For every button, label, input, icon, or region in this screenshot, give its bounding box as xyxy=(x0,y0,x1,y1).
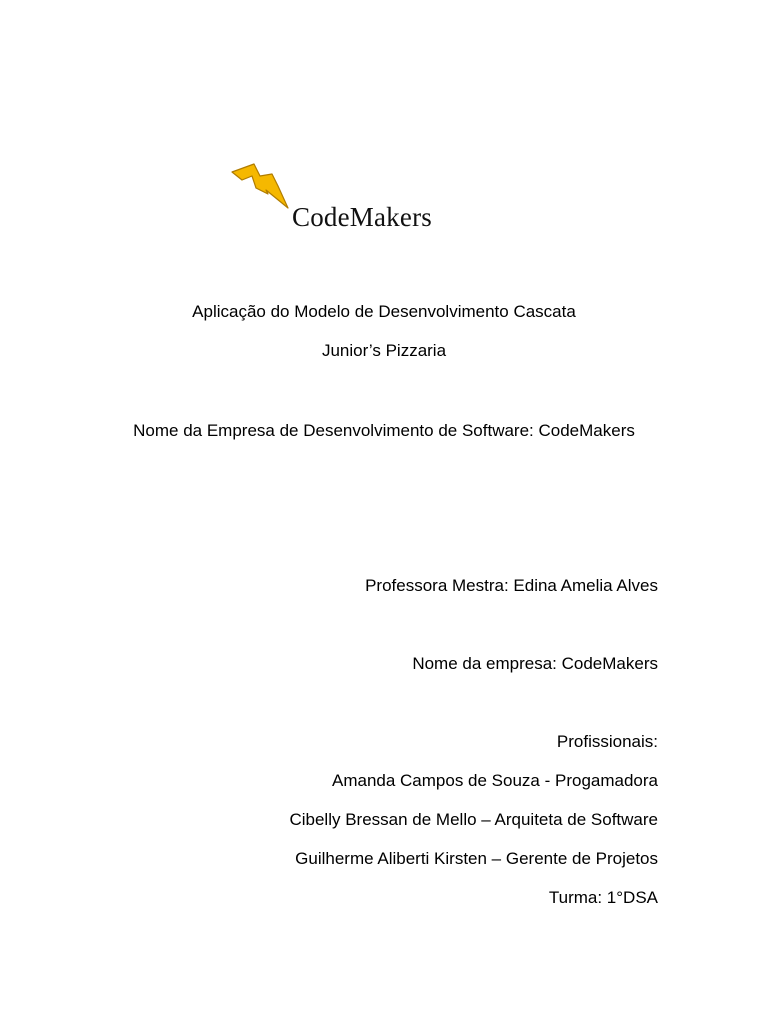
logo-text: CodeMakers xyxy=(292,202,432,232)
document-subtitle: Junior’s Pizzaria xyxy=(321,341,447,360)
company-name-line: Nome da Empresa de Desenvolvimento de Software: CodeMakers xyxy=(133,421,635,440)
document-title: Aplicação do Modelo de Desenvolvimento Cascata xyxy=(192,302,576,321)
codemakers-logo xyxy=(230,160,470,240)
lightning-bolt-icon xyxy=(230,160,290,210)
professional-item: Cibelly Bressan de Mello – Arquiteta de Software xyxy=(289,810,658,829)
professor-line: Professora Mestra: Edina Amelia Alves xyxy=(365,576,658,595)
class-line: Turma: 1°DSA xyxy=(548,888,658,907)
professional-item: Amanda Campos de Souza - Progamadora xyxy=(331,771,658,790)
professionals-heading: Profissionais: xyxy=(556,732,658,751)
professional-item: Guilherme Aliberti Kirsten – Gerente de Projetos xyxy=(295,849,658,868)
company-line: Nome da empresa: CodeMakers xyxy=(412,654,658,673)
